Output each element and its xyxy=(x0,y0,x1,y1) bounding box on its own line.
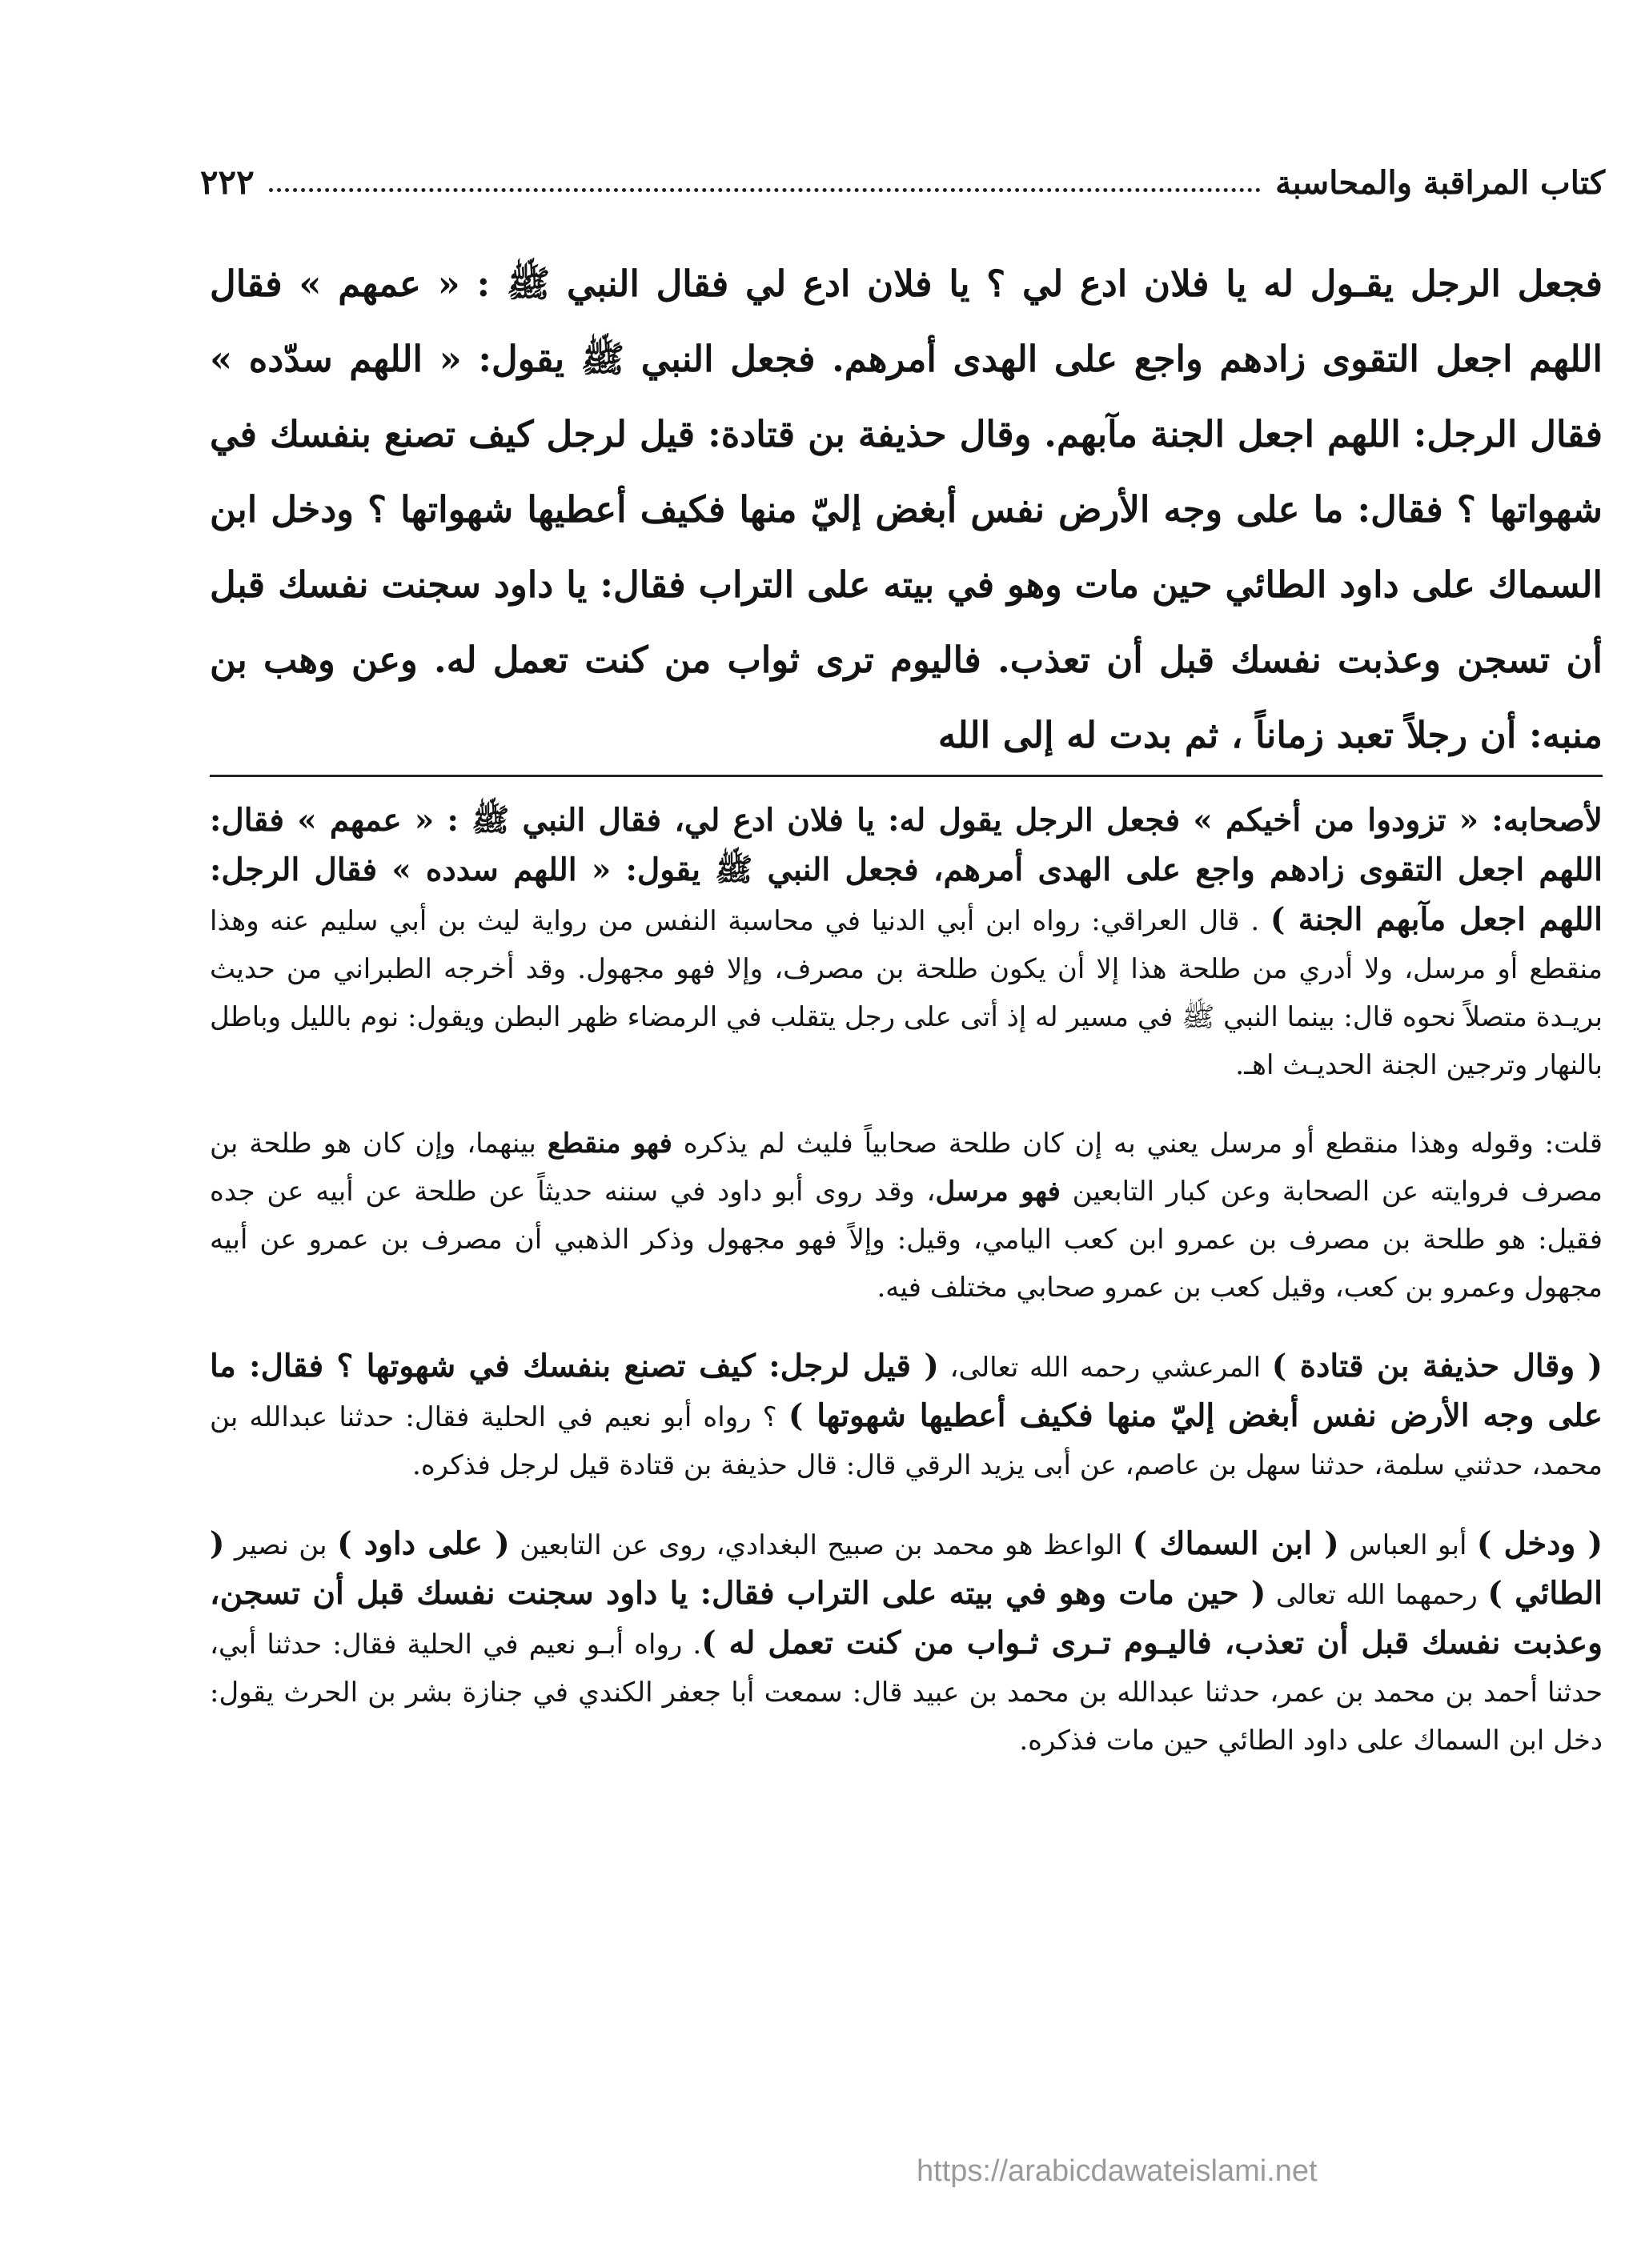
commentary-text: بينهما، وإن كان هو طلحة بن مصرف فروايته عن الصحابة وعن كبار التابعين xyxy=(210,1128,1603,1208)
header-dot-leader xyxy=(269,188,1261,192)
commentary-paragraph-2 xyxy=(210,1120,1603,1312)
quoted-matn: ( ودخل ) xyxy=(1476,1525,1603,1562)
commentary-text: الواعظ هو محمد بن صبيح البغدادي، روى عن التابعين xyxy=(520,1529,1123,1561)
quoted-matn: ( ابن السماك ) xyxy=(1132,1525,1339,1562)
commentary-text: رحمهما الله تعالى xyxy=(1275,1579,1478,1611)
main-paragraph: فجعل الرجل يقـول له يا فلان ادع لي ؟ يا فلان ادع لي فقال النبي ﷺ : « عمهم » فقال اللهم اجعل التقوى زادهم واجع على الهدى أمرهم. فجعل النبي ﷺ يقول: « اللهم سدّده » فقال الرجل: اللهم اجعل الجنة مآبهم. وقال حذيفة بن قتادة: قيل لرجل كيف تصنع بنفسك في شهواتها ؟ فقال: ما على وجه الأرض نفس أبغض إليّ منها فكيف أعطيها شهواتها ؟ ودخل ابن السماك على داود الطائي حين مات وهو في بيته على التراب فقال: يا داود سجنت نفسك قبل أن تسجن وعذبت نفسك قبل أن تعذب. فاليوم ترى ثواب من كنت تعمل له. وعن وهب بن منبه: أن رجلاً تعبد زماناً ، ثم بدت له إلى الله xyxy=(210,262,1603,756)
commentary-bold-phrase: فهو مرسل xyxy=(935,1176,1061,1208)
quoted-matn: ( حين مات وهو في بيته على التراب فقال: يا داود سجنت نفسك قبل أن تسجن، وعذبت نفسك قبل أن تعذب، فاليـوم تـرى ثـواب من كنت تعمل له ) xyxy=(210,1575,1603,1661)
quoted-hadith-text: لأصحابه: « تزودوا من أخيكم » فجعل الرجل يقول له: يا فلان ادع لي، فقال النبي ﷺ : « عمهم » فقال: اللهم اجعل التقوى زادهم واجع على الهدى أمرهم، فجعل النبي ﷺ يقول: « اللهم سدده » فقال الرجل: اللهم اجعل مآبهم الجنة ) xyxy=(210,802,1603,938)
watermark-url: https://arabicdawateislami.net xyxy=(917,2154,1318,2188)
quoted-matn: ( على داود ) xyxy=(337,1525,510,1562)
commentary-text: أبو العباس xyxy=(1349,1529,1467,1561)
commentary-text: بن نصير xyxy=(234,1529,327,1561)
commentary-paragraph-4 xyxy=(210,1520,1603,1765)
commentary-text: قلت: وقوله وهذا منقطع أو مرسل يعني به إن كان طلحة صحابياً فليث لم يذكره xyxy=(683,1128,1603,1160)
commentary-text: . رواه أبـو نعيم في الحلية فقال: حدثنا أبي، حدثنا أحمد بن محمد بن عمر، حدثنا عبدالله بن محمد بن عبيد قال: سمعت أبا جعفر الكندي في جنازة بشر بن الحرث يقول: دخل ابن السماك على داود الطائي حين مات فذكره. xyxy=(210,1629,1603,1757)
commentary-text: ؟ رواه أبو نعيم في الحلية فقال: حدثنا عبدالله بن محمد، حدثني سلمة، حدثنا سهل بن عاصم، عن أبى يزيد الرقي قال: قال حذيفة بن قتادة قيل لرجل فذكره. xyxy=(210,1401,1603,1481)
page-number: ٢٢٢ xyxy=(200,162,255,202)
footnote-separator xyxy=(210,775,1603,777)
commentary-bold-phrase: فهو منقطع xyxy=(547,1128,672,1160)
book-title: كتاب المراقبة والمحاسبة xyxy=(1275,164,1605,202)
commentary xyxy=(210,796,1603,1765)
quoted-matn: ( وقال حذيفة بن قتادة ) xyxy=(1271,1348,1603,1384)
commentary-paragraph-1 xyxy=(210,796,1603,1089)
main-text xyxy=(210,246,1603,773)
commentary-paragraph-3 xyxy=(210,1342,1603,1489)
page-header xyxy=(200,154,1605,202)
quoted-matn: ( قيل لرجل: كيف تصنع بنفسك في شهوتها ؟ فقال: ما على وجه الأرض نفس أبغض إليّ منها فكيف أعطيها شهوتها ) xyxy=(210,1348,1603,1434)
commentary-text: . قال العراقي: رواه ابن أبي الدنيا في محاسبة النفس من رواية ليث بن أبي سليم عنه وهذا منقطع أو مرسل، ولا أدري من طلحة هذا إلا أن يكون طلحة بن مصرف، وإلا فهو مجهول. وقد أخرجه الطبراني من حديث بريـدة متصلاً نحوه قال: بينما النبي ﷺ في مسير له إذ أتى على رجل يتقلب في الرمضاء ظهر البطن ويقول: نوم بالليل وباطل بالنهار وترجين الجنة الحديـث اهـ. xyxy=(210,905,1603,1081)
quoted-matn: ( الطائي ) xyxy=(210,1525,1603,1612)
commentary-text: ، وقد روى أبو داود في سننه حديثاً عن طلحة عن أبيه عن جده فقيل: هو طلحة بن مصرف بن عمرو ابن كعب اليامي، وقيل: وإلاً فهو مجهول وذكر الذهبي أن مصرف بن عمرو عن أبيه مجهول وعمرو بن كعب، وقيل كعب بن عمرو صحابي مختلف فيه. xyxy=(210,1176,1603,1304)
commentary-text: المرعشي رحمه الله تعالى، xyxy=(949,1352,1262,1384)
